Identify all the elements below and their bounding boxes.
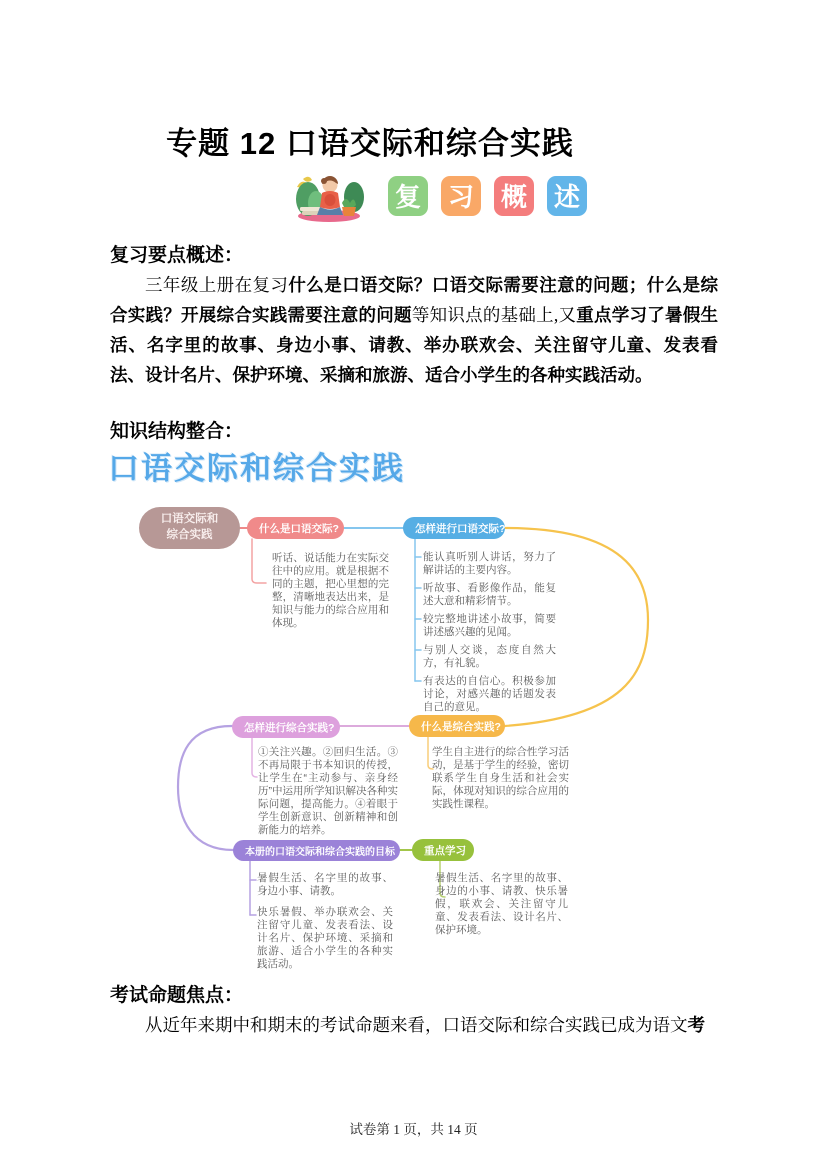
detail-list-oral-communication (423, 551, 556, 719)
goal-item: 暑假生活、名字里的故事、身边小事、请教。 (257, 872, 393, 897)
node-book-goals: 本册的口语交际和综合实践的目标 (233, 840, 400, 861)
badge-xi: 习 (441, 176, 481, 216)
detail-what-is-oral-communication: 听话、说话能力在实际交往中的应用。就是根据不同的主题，把心里想的完整，清晰地表达出来，是知识与能力的综合应用和体现。 (272, 552, 389, 629)
exam-paragraph: 从近年来期中和期末的考试命题来看，口语交际和综合实践已成为语文考 (145, 1015, 705, 1035)
detail-what-is-practice: 学生自主进行的综合性学习活动，是基于学生的经验，密切联系学生自身生活和社会实际，体现对知识的综合应用的实践性课程。 (432, 746, 569, 810)
girl-plants-illustration (293, 169, 367, 223)
badge-fu: 复 (388, 176, 428, 216)
oral-item: 听故事、看影像作品，能复述大意和精彩情节。 (423, 582, 556, 607)
node-what-is-oral-communication: 什么是口语交际? (247, 517, 344, 539)
node-how-to-do-practice: 怎样进行综合实践? (232, 716, 340, 738)
detail-key-learning: 暑假生活、名字里的故事、身边的小事、请教、快乐暑假，联欢会、关注留守儿童、发表看法、设计名片、保护环境。 (435, 872, 568, 936)
detail-how-to-do-practice: ①关注兴趣。②回归生活。③不再局限于书本知识的传授，让学生在“主动参与、亲身经历”中运用所学知识解决各种实际问题，提高能力。④着眼于学生创新意识、创新精神和创新能力的培养。 (258, 746, 398, 836)
mindmap-root-node (139, 507, 240, 549)
review-points-heading: 复习要点概述： (110, 245, 244, 266)
badge-shu: 述 (547, 176, 587, 216)
node-how-to-do-oral-communication: 怎样进行口语交际? (403, 517, 505, 539)
oral-item: 能认真听别人讲话，努力了解讲话的主要内容。 (423, 551, 556, 576)
exam-focus-heading: 考试命题焦点： (110, 985, 244, 1006)
page-title: 专题 12 口语交际和综合实践 (166, 126, 574, 161)
node-key-learning: 重点学习 (412, 839, 474, 861)
oral-item: 有表达的自信心。积极参加讨论，对感兴趣的话题发表自己的意见。 (423, 675, 556, 713)
node-what-is-practice: 什么是综合实践? (409, 715, 505, 737)
badge-gai: 概 (494, 176, 534, 216)
mindmap (0, 495, 827, 980)
detail-list-book-goals (257, 872, 393, 976)
root-label-line2: 综合实践 (166, 529, 213, 541)
goal-item: 快乐暑假、举办联欢会、关注留守儿童、发表看法、设计名片、保护环境、采摘和旅游、适合小学生的各种实践活动。 (257, 906, 393, 970)
mindmap-title: 口语交际和综合实践 (108, 451, 405, 486)
oral-item: 较完整地讲述小故事，简要讲述感兴趣的见闻。 (423, 613, 556, 638)
review-banner (293, 168, 587, 223)
root-label-line1: 口语交际和 (160, 513, 219, 526)
review-paragraph: 三年级上册在复习什么是口语交际？口语交际需要注意的问题；什么是综合实践？开展综合实践需要注意的问题等知识点的基础上,又重点学习了暑假生活、名字里的故事、身边小事、请教、举办联欢会、关注留守儿童、发表看法、设计名片、保护环境、采摘和旅游、适合小学生的各种实践活动。 (110, 275, 719, 385)
oral-item: 与别人交谈，态度自然大方，有礼貌。 (423, 644, 556, 669)
mindmap-connectors (0, 495, 827, 980)
page-footer: 试卷第 1 页，共 14 页 (349, 1122, 478, 1137)
knowledge-structure-heading: 知识结构整合： (110, 421, 244, 442)
